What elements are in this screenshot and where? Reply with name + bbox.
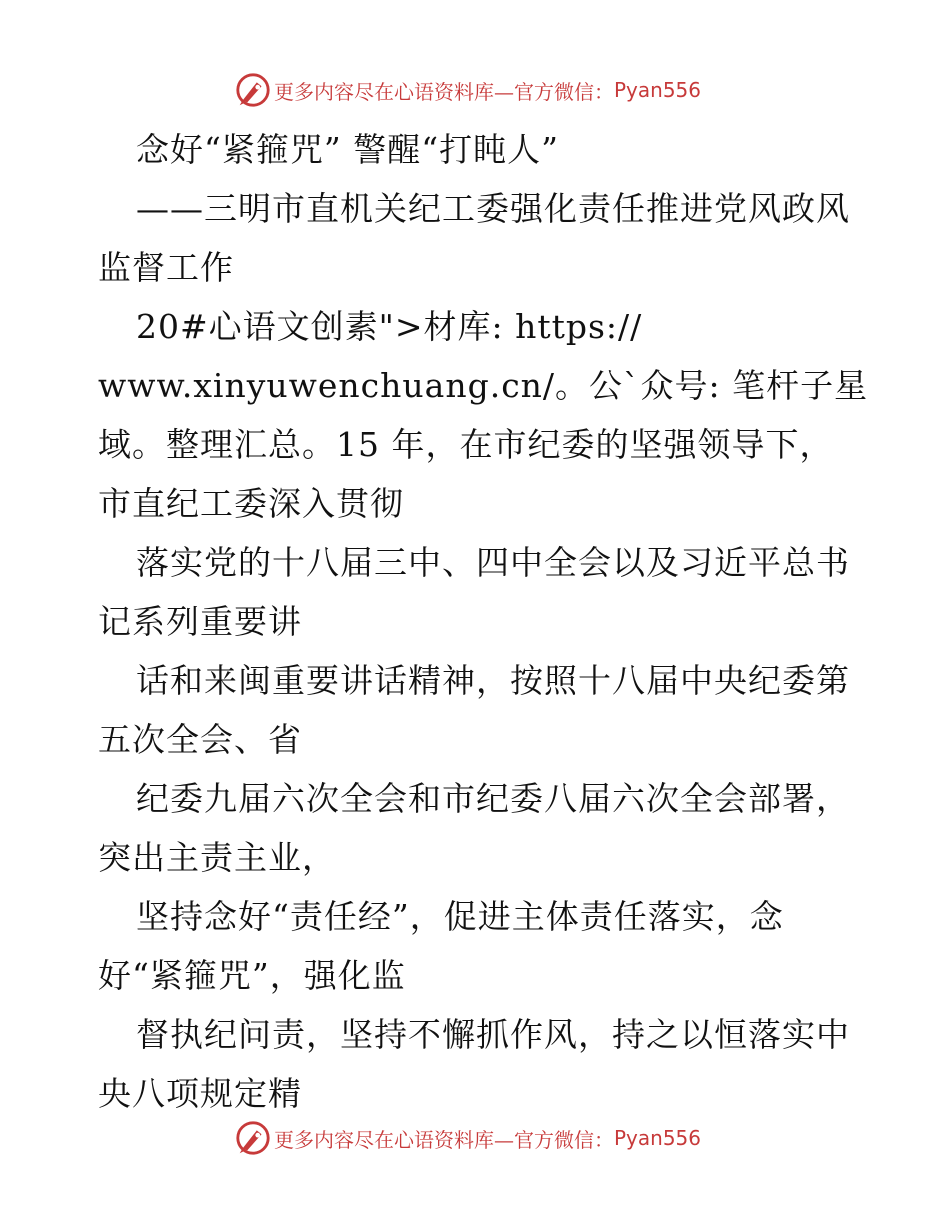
text-line: 20#心语文创素">材库: https:// [136,307,643,346]
text-line: 好“紧箍咒”，强化监 [98,956,406,995]
header-banner [0,70,950,110]
banner-wechat-id: Pyan556 [614,1126,702,1150]
text-line: ——三明市直机关纪工委强化责任推进党风政风 [136,189,850,228]
text-line: 落实党的十八届三中、四中全会以及习近平总书 [136,543,850,582]
text-line: 域。整理汇总。15 年，在市纪委的坚强领导下， [98,425,834,464]
text-line: 话和来闽重要讲话精神，按照十八届中央纪委第 [136,661,850,700]
banner-text: 更多内容尽在心语资料库—官方微信： [274,79,614,104]
text-line: www.xinyuwenchuang.cn/。公`众号: 笔杆子星 [98,366,869,405]
document-body [98,120,868,1123]
banner-text: 更多内容尽在心语资料库—官方微信： [274,1127,614,1152]
text-line: 市直纪工委深入贯彻 [98,484,404,523]
text-line: 坚持念好“责任经”，促进主体责任落实，念 [136,897,784,936]
banner-wechat-id: Pyan556 [614,78,702,102]
footer-banner-content [234,1118,701,1158]
pen-nib-logo-icon [234,1119,272,1157]
text-line: 记系列重要讲 [98,602,302,641]
pen-nib-logo-icon [234,71,272,109]
text-line: 督执纪问责，坚持不懈抓作风，持之以恒落实中 [136,1015,850,1054]
text-line: 监督工作 [98,248,234,287]
text-line: 五次全会、省 [98,720,302,759]
text-line: 突出主责主业， [98,838,336,877]
header-banner-content [234,70,701,110]
text-line: 念好“紧箍咒” 警醒“打盹人” [136,130,559,169]
text-line: 央八项规定精 [98,1074,302,1113]
footer-banner [0,1118,950,1158]
text-line: 纪委九届六次全会和市纪委八届六次全会部署， [136,779,850,818]
